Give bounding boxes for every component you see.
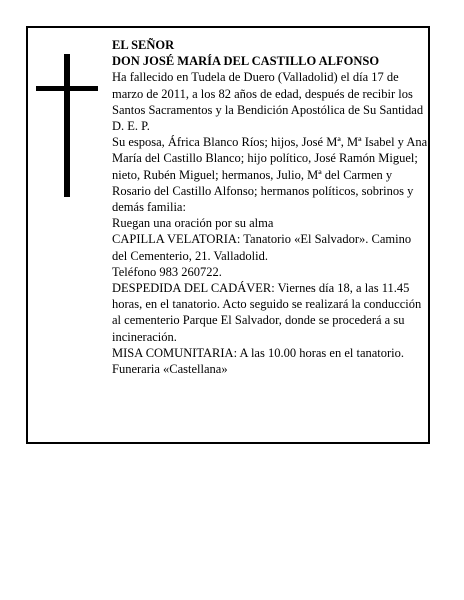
- obituary-text: [112, 37, 428, 377]
- mass-info: MISA COMUNITARIA: A las 10.00 horas en el tanatorio.: [112, 345, 405, 360]
- rip-line: D. E. P.: [112, 119, 150, 134]
- latin-cross-icon: [36, 54, 98, 197]
- title-line-1: EL SEÑOR: [112, 38, 175, 52]
- death-announcement: Ha fallecido en Tudela de Duero (Valladolid) el día 17 de marzo de 2011, a los 82 años de edad, después de recibir los Santos Sacramentos y la Bendición Apostólica de Su Santidad: [112, 70, 424, 117]
- family-list: Su esposa, África Blanco Ríos; hijos, José Mª, Mª Isabel y Ana María del Castillo Blanco; hijo político, José Ramón Miguel; nieto, Rubén Miguel; hermanos, Julio, Mª del Carmen y Rosario del Castillo Alfonso; hermanos políticos, sobrinos y demás familia:: [112, 135, 428, 215]
- chapel-info: CAPILLA VELATORIA: Tanatorio «El Salvador». Camino del Cementerio, 21. Valladolid.: [112, 232, 412, 263]
- deceased-name: DON JOSÉ MARÍA DEL CASTILLO ALFONSO: [112, 54, 380, 69]
- funeral-home: Funeraria «Castellana»: [112, 362, 228, 377]
- prayer-request: Ruegan una oración por su alma: [112, 216, 274, 231]
- farewell-info: DESPEDIDA DEL CADÁVER: Viernes día 18, a las 11.45 horas, en el tanatorio. Acto seguido se realizará la conducción al cementerio Parque El Salvador, donde se procederá a su incineración.: [112, 281, 422, 344]
- phone-info: Teléfono 983 260722.: [112, 264, 222, 279]
- cross-horizontal-bar: [36, 86, 98, 91]
- cross-vertical-bar: [64, 54, 70, 197]
